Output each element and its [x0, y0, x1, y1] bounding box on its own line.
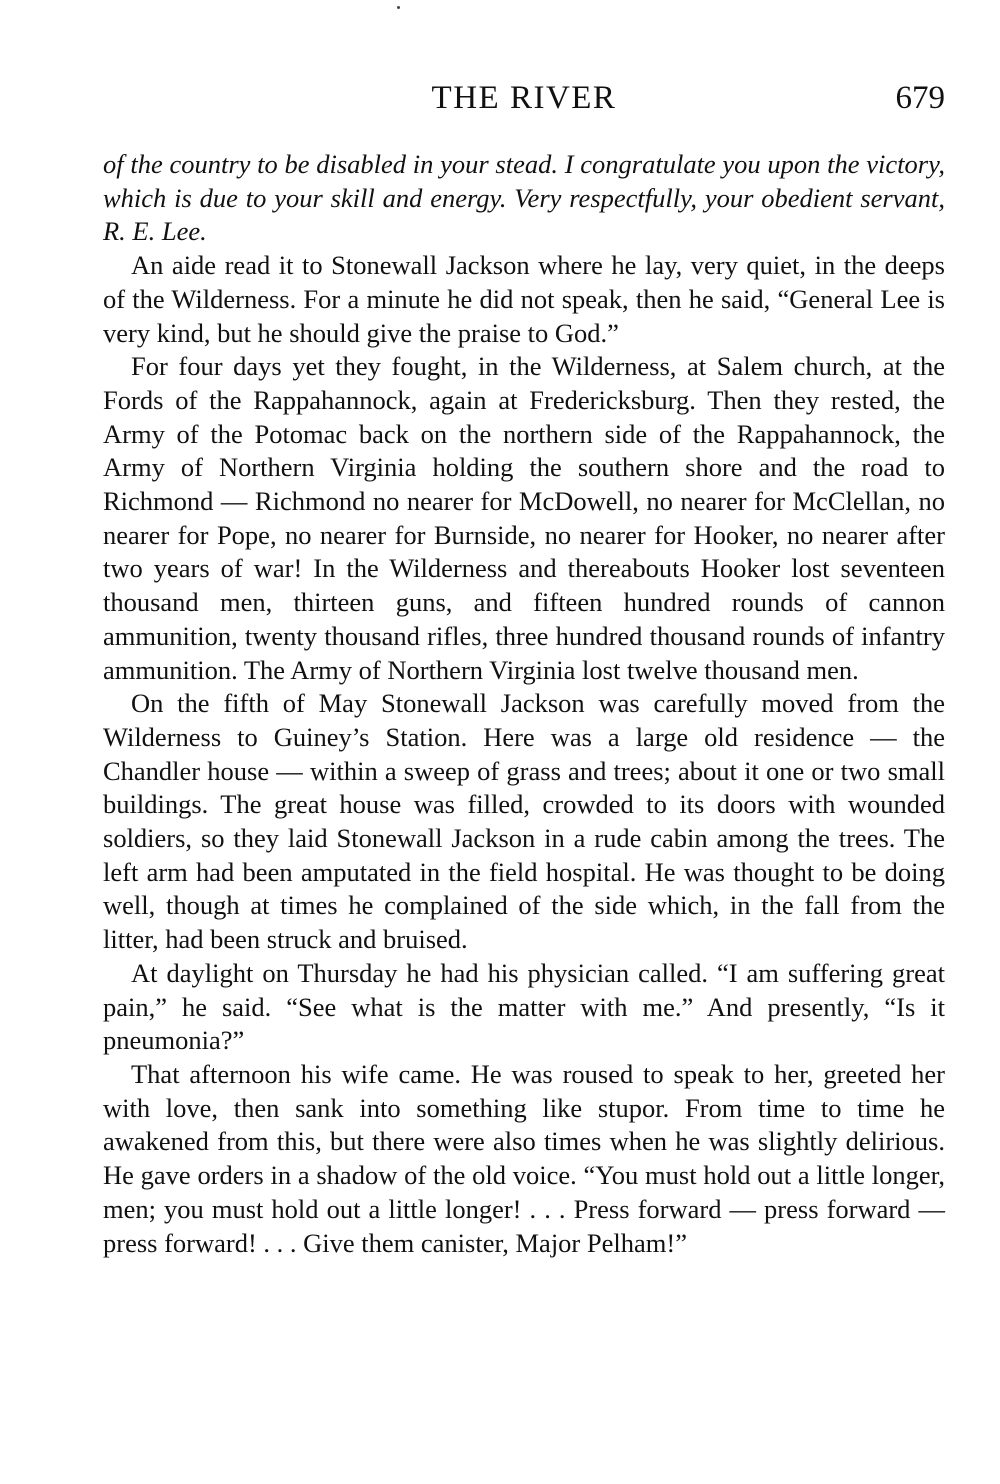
letter-closing-text: of the country to be disabled in your stead. I congratulate you upon the victory, which is due to your skill and energy. Very respectfully, your obedient servant, — [103, 149, 945, 213]
paragraph: At daylight on Thursday he had his physician called. “I am suffering great pain,” he said. “See what is the matter with me.” And presently, “Is it pneumonia?” — [103, 957, 945, 1056]
page-header — [103, 80, 945, 132]
letter-signature: R. E. Lee. — [103, 216, 207, 247]
print-speck — [397, 6, 400, 9]
page-number: 679 — [895, 80, 945, 116]
letter-closing — [103, 148, 945, 249]
running-head: THE RIVER — [431, 80, 617, 116]
paragraph: An aide read it to Stonewall Jackson where he lay, very quiet, in the deeps of the Wilderness. For a minute he did not speak, then he said, “General Lee is very kind, but he should give the praise to God.” — [103, 250, 945, 348]
paragraph: On the fifth of May Stonewall Jackson was carefully moved from the Wilderness to Guiney’s Station. Here was a large old residence — the Chandler house — within a sweep of grass and trees; about it one or two small buildings. The great house was filled, crowded to its doors with wounded soldiers, so they laid Stonewall Jackson in a rude cabin among the trees. The left arm had been amputated in the field hospital. He was thought to be doing well, though at times he complained of the side which, in the fall from the litter, had been struck and bruised. — [103, 688, 945, 955]
body-text — [103, 148, 945, 1260]
paragraph: That afternoon his wife came. He was roused to speak to her, greeted her with love, then sank into something like stupor. From time to time he awakened from this, but there were also times when he was slightly delirious. He gave orders in a shadow of the old voice. “You must hold out a little longer, men; you must hold out a little longer! . . . Press forward — press forward — press forward! . . . Give them canister, Major Pelham!” — [103, 1058, 945, 1258]
paragraph: For four days yet they fought, in the Wilderness, at Salem church, at the Fords of the Rappahannock, again at Fredericksburg. Then they rested, the Army of the Potomac back on the northern side of the Rappahannock, the Army of Northern Virginia holding the southern shore and the road to Richmond — Richmond no nearer for McDowell, no nearer for McClellan, no nearer for Pope, no nearer for Burnside, no nearer for Hooker, no nearer after two years of war! In the Wilderness and thereabouts Hooker lost seventeen thousand men, thirteen guns, and fifteen hundred rounds of cannon ammunition, twenty thousand rifles, three hundred thousand rounds of infantry ammunition. The Army of Northern Virginia lost twelve thousand men. — [103, 351, 945, 685]
